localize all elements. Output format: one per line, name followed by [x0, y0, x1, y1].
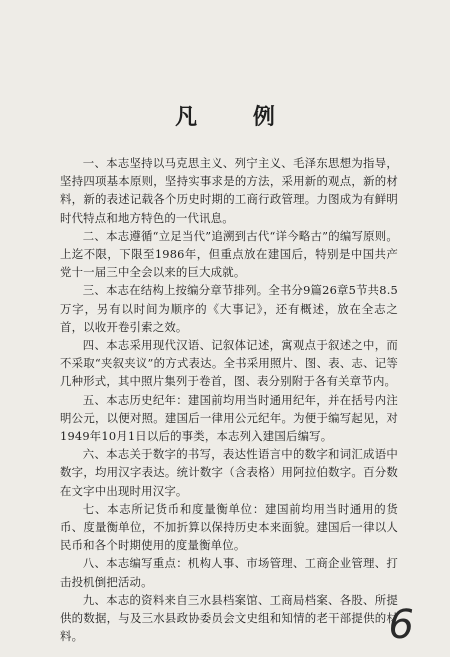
paragraph-7: 七、本志所记货币和度量衡单位：建国前均用当时通用的货币、度量衡单位，不加折算以保持历史本来面貌。建国后一律以人民币和各个时期使用的度量衡单位。: [60, 501, 398, 553]
paragraph-3: 三、本志在结构上按编分章节排列。全书分9篇26章5节共8.5万字，另有以时间为顺序的《大事记》，还有概述，放在全志之首，以收开卷引索之效。: [60, 283, 398, 334]
document-body: [60, 154, 398, 645]
paragraph-2: 二、本志遵循“立足当代”追溯到古代“详今略古”的编写原则。上迄不限，下限至1986年，但重点放在建国后，特别是中国共产党十一届三中全会以来的巨大成就。: [60, 228, 398, 280]
paragraph-5: 五、本志历史纪年：建国前均用当时通用纪年，并在括号内注明公元，以便对照。建国后一律用公元纪年。为便于编写起见，对1949年10月1日以后的事类，本志列入建国后编写。: [60, 392, 398, 444]
paragraph-4: 四、本志采用现代汉语、记叙体记述，寓观点于叙述之中，而不采取“夹叙夹议”的方式表达。全书采用照片、图、表、志、记等几种形式，其中照片集列于卷首，图、表分别附于各有关章节内。: [60, 338, 398, 389]
paragraph-9: 九、本志的资料来自三水县档案馆、工商局档案、各股、所提供的数据，与及三水县政协委员会文史组和知情的老干部提供的材料。: [60, 592, 398, 644]
paragraph-8: 八、本志编写重点：机构人事、市场管理、工商企业管理、打击投机倒把活动。: [60, 556, 398, 589]
paragraph-6: 六、本志关于数字的书写，表达性语言中的数字和词汇成语中数字，均用汉字表达。统计数字（含表格）用阿拉伯数字。百分数在文字中出现时用汉字。: [60, 447, 398, 498]
paragraph-1: 一、本志坚持以马克思主义、列宁主义、毛泽东思想为指导，坚持四项基本原则，坚持实事求是的方法，采用新的观点，新的材料，新的表述记载各个历史时期的工商行政管理。力图成为有鲜明时代特点和地方特色的一代讯息。: [60, 156, 398, 225]
handwritten-page-number: 6: [388, 602, 414, 648]
page-title: 凡 例: [175, 104, 299, 130]
